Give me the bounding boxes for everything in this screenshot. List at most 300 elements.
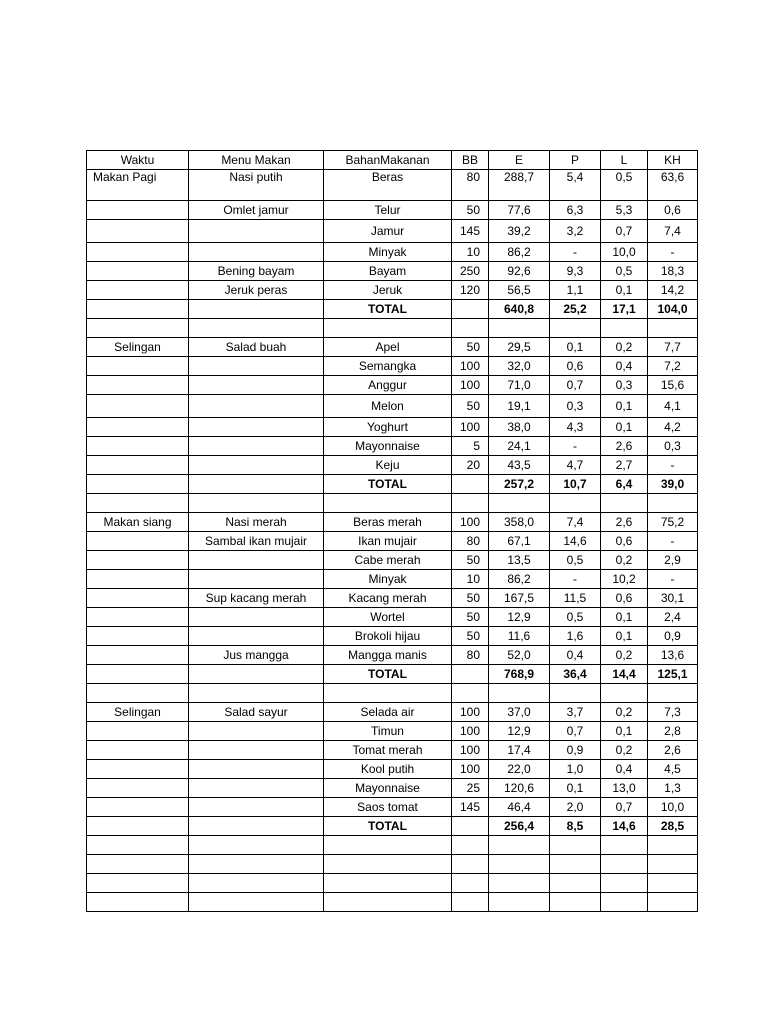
table-cell: 2,4 xyxy=(648,608,698,627)
table-cell: 1,3 xyxy=(648,779,698,798)
table-cell: 0,4 xyxy=(601,357,648,376)
table-row xyxy=(87,684,698,703)
header-bb: BB xyxy=(452,151,489,170)
table-cell xyxy=(87,551,189,570)
table-row xyxy=(87,703,698,722)
table-cell xyxy=(452,836,489,855)
table-cell: Ikan mujair xyxy=(324,532,452,551)
table-cell: Omlet jamur xyxy=(189,201,324,220)
table-cell xyxy=(87,357,189,376)
table-cell: 0,3 xyxy=(550,395,601,418)
table-row xyxy=(87,893,698,912)
table-row xyxy=(87,551,698,570)
table-cell: 17,4 xyxy=(489,741,550,760)
table-cell: Bening bayam xyxy=(189,262,324,281)
table-cell xyxy=(87,779,189,798)
table-cell xyxy=(648,319,698,338)
table-cell: 0,9 xyxy=(550,741,601,760)
table-cell: 10 xyxy=(452,570,489,589)
table-row xyxy=(87,319,698,338)
table-cell: 28,5 xyxy=(648,817,698,836)
table-row xyxy=(87,722,698,741)
table-cell xyxy=(87,300,189,319)
table-cell: 0,7 xyxy=(601,220,648,243)
table-row xyxy=(87,646,698,665)
table-cell: 7,7 xyxy=(648,338,698,357)
table-row xyxy=(87,513,698,532)
table-cell: Bayam xyxy=(324,262,452,281)
table-cell: 0,2 xyxy=(601,703,648,722)
table-cell: 38,0 xyxy=(489,418,550,437)
table-row xyxy=(87,570,698,589)
table-body xyxy=(87,170,698,912)
table-cell: 10,7 xyxy=(550,475,601,494)
table-cell: 14,2 xyxy=(648,281,698,300)
table-cell xyxy=(324,684,452,703)
table-cell: 52,0 xyxy=(489,646,550,665)
table-cell: 13,0 xyxy=(601,779,648,798)
table-cell xyxy=(452,893,489,912)
table-row xyxy=(87,456,698,475)
menu-nutrition-table xyxy=(86,150,698,912)
table-cell: 6,4 xyxy=(601,475,648,494)
table-cell: 4,3 xyxy=(550,418,601,437)
table-cell: Jus mangga xyxy=(189,646,324,665)
table-cell xyxy=(324,494,452,513)
table-cell: Kool putih xyxy=(324,760,452,779)
table-cell: 18,3 xyxy=(648,262,698,281)
table-row xyxy=(87,760,698,779)
table-cell: 4,1 xyxy=(648,395,698,418)
table-cell xyxy=(189,722,324,741)
table-cell xyxy=(87,798,189,817)
table-cell: 75,2 xyxy=(648,513,698,532)
table-cell: 10,0 xyxy=(601,243,648,262)
table-cell xyxy=(601,319,648,338)
table-cell: Mayonnaise xyxy=(324,779,452,798)
table-cell xyxy=(87,874,189,893)
table-cell: 0,6 xyxy=(550,357,601,376)
table-cell xyxy=(550,494,601,513)
header-bahan-makanan: BahanMakanan xyxy=(324,151,452,170)
table-row xyxy=(87,357,698,376)
table-cell: 17,1 xyxy=(601,300,648,319)
table-cell xyxy=(189,437,324,456)
table-cell: 640,8 xyxy=(489,300,550,319)
table-cell: Salad sayur xyxy=(189,703,324,722)
table-cell: 22,0 xyxy=(489,760,550,779)
table-cell xyxy=(648,893,698,912)
table-cell xyxy=(189,665,324,684)
table-cell xyxy=(601,855,648,874)
table-cell: 46,4 xyxy=(489,798,550,817)
table-row xyxy=(87,376,698,395)
table-cell: 50 xyxy=(452,627,489,646)
table-cell: Saos tomat xyxy=(324,798,452,817)
table-cell xyxy=(87,627,189,646)
table-cell: 2,6 xyxy=(648,741,698,760)
table-cell xyxy=(87,855,189,874)
table-cell: Mayonnaise xyxy=(324,437,452,456)
table-cell: 0,2 xyxy=(601,741,648,760)
table-cell: 2,6 xyxy=(601,513,648,532)
table-cell: 6,3 xyxy=(550,201,601,220)
table-cell: Tomat merah xyxy=(324,741,452,760)
table-cell xyxy=(489,836,550,855)
header-waktu: Waktu xyxy=(87,151,189,170)
table-row xyxy=(87,262,698,281)
table-cell xyxy=(87,836,189,855)
header-l: L xyxy=(601,151,648,170)
table-cell xyxy=(87,220,189,243)
table-cell xyxy=(489,319,550,338)
table-cell xyxy=(87,646,189,665)
table-cell xyxy=(87,243,189,262)
table-cell: Jeruk xyxy=(324,281,452,300)
table-cell: 0,9 xyxy=(648,627,698,646)
table-cell: Minyak xyxy=(324,243,452,262)
table-cell: 145 xyxy=(452,220,489,243)
table-row xyxy=(87,220,698,243)
table-cell: 5,3 xyxy=(601,201,648,220)
table-cell: 100 xyxy=(452,418,489,437)
table-cell xyxy=(452,300,489,319)
table-cell: 7,4 xyxy=(648,220,698,243)
table-cell: 50 xyxy=(452,201,489,220)
table-cell: Wortel xyxy=(324,608,452,627)
table-cell: Nasi merah xyxy=(189,513,324,532)
table-cell xyxy=(87,319,189,338)
table-cell: 257,2 xyxy=(489,475,550,494)
table-cell xyxy=(189,627,324,646)
table-cell: Salad buah xyxy=(189,338,324,357)
table-cell xyxy=(189,395,324,418)
table-cell: - xyxy=(550,437,601,456)
table-cell xyxy=(189,608,324,627)
table-cell: 2,6 xyxy=(601,437,648,456)
table-cell xyxy=(189,551,324,570)
table-cell xyxy=(87,281,189,300)
table-cell: Selingan xyxy=(87,338,189,357)
table-cell: 0,3 xyxy=(648,437,698,456)
table-cell: 0,6 xyxy=(601,589,648,608)
table-cell: 67,1 xyxy=(489,532,550,551)
table-cell xyxy=(87,570,189,589)
table-cell: 5 xyxy=(452,437,489,456)
table-cell: Cabe merah xyxy=(324,551,452,570)
table-cell xyxy=(87,589,189,608)
table-cell: 0,1 xyxy=(601,608,648,627)
table-cell: 1,0 xyxy=(550,760,601,779)
table-row xyxy=(87,437,698,456)
table-cell xyxy=(550,684,601,703)
table-cell xyxy=(452,319,489,338)
table-row xyxy=(87,836,698,855)
table-cell xyxy=(87,741,189,760)
table-cell: TOTAL xyxy=(324,300,452,319)
table-cell: 50 xyxy=(452,338,489,357)
table-header-row xyxy=(87,151,698,170)
table-cell xyxy=(87,456,189,475)
table-cell: 13,5 xyxy=(489,551,550,570)
table-cell: 0,7 xyxy=(601,798,648,817)
table-cell xyxy=(550,319,601,338)
table-cell: Kacang merah xyxy=(324,589,452,608)
header-e: E xyxy=(489,151,550,170)
table-cell: Beras merah xyxy=(324,513,452,532)
table-cell xyxy=(601,836,648,855)
table-cell: 120 xyxy=(452,281,489,300)
table-cell: 104,0 xyxy=(648,300,698,319)
table-cell: 29,5 xyxy=(489,338,550,357)
table-cell xyxy=(189,684,324,703)
table-row xyxy=(87,170,698,201)
table-cell: - xyxy=(648,532,698,551)
table-cell: 80 xyxy=(452,170,489,201)
table-cell: 11,5 xyxy=(550,589,601,608)
table-cell xyxy=(452,817,489,836)
table-row xyxy=(87,532,698,551)
table-cell: Minyak xyxy=(324,570,452,589)
table-cell: Beras xyxy=(324,170,452,201)
table-cell: 0,5 xyxy=(550,608,601,627)
table-cell xyxy=(189,893,324,912)
table-cell xyxy=(648,874,698,893)
table-cell: 19,1 xyxy=(489,395,550,418)
table-cell: Sup kacang merah xyxy=(189,589,324,608)
table-cell: 0,7 xyxy=(550,722,601,741)
table-cell: 1,1 xyxy=(550,281,601,300)
table-cell xyxy=(489,855,550,874)
table-cell: Apel xyxy=(324,338,452,357)
table-cell: 92,6 xyxy=(489,262,550,281)
table-cell: 2,9 xyxy=(648,551,698,570)
table-cell xyxy=(550,893,601,912)
table-cell xyxy=(601,874,648,893)
table-cell: 100 xyxy=(452,376,489,395)
table-cell: Brokoli hijau xyxy=(324,627,452,646)
table-cell: Sambal ikan mujair xyxy=(189,532,324,551)
table-cell xyxy=(324,874,452,893)
table-cell: 0,6 xyxy=(648,201,698,220)
table-cell: 2,7 xyxy=(601,456,648,475)
table-cell: 50 xyxy=(452,608,489,627)
table-cell: 20 xyxy=(452,456,489,475)
table-cell xyxy=(452,665,489,684)
table-cell: 10,0 xyxy=(648,798,698,817)
table-cell: 39,2 xyxy=(489,220,550,243)
table-cell: 11,6 xyxy=(489,627,550,646)
table-cell: 0,4 xyxy=(550,646,601,665)
table-cell: 0,1 xyxy=(550,779,601,798)
table-cell xyxy=(189,760,324,779)
table-cell: 0,1 xyxy=(550,338,601,357)
table-cell: Telur xyxy=(324,201,452,220)
table-cell xyxy=(87,395,189,418)
table-cell: 71,0 xyxy=(489,376,550,395)
table-cell: 43,5 xyxy=(489,456,550,475)
table-row xyxy=(87,741,698,760)
table-cell: 0,4 xyxy=(601,760,648,779)
table-cell xyxy=(87,437,189,456)
table-cell: 0,5 xyxy=(601,170,648,201)
table-cell: 256,4 xyxy=(489,817,550,836)
table-cell: Timun xyxy=(324,722,452,741)
table-cell xyxy=(87,684,189,703)
table-row xyxy=(87,494,698,513)
table-cell: 120,6 xyxy=(489,779,550,798)
table-cell: 0,6 xyxy=(601,532,648,551)
table-cell xyxy=(87,893,189,912)
table-cell: Semangka xyxy=(324,357,452,376)
table-cell: - xyxy=(648,243,698,262)
table-cell xyxy=(189,494,324,513)
table-cell: 12,9 xyxy=(489,608,550,627)
table-total-row xyxy=(87,665,698,684)
table-cell: 13,6 xyxy=(648,646,698,665)
table-cell: Selingan xyxy=(87,703,189,722)
table-cell: Jeruk peras xyxy=(189,281,324,300)
table-cell: 0,1 xyxy=(601,281,648,300)
table-cell: 2,8 xyxy=(648,722,698,741)
table-cell: 5,4 xyxy=(550,170,601,201)
table-cell xyxy=(189,243,324,262)
table-cell xyxy=(189,817,324,836)
table-cell: 0,2 xyxy=(601,338,648,357)
table-cell xyxy=(550,874,601,893)
table-cell: 77,6 xyxy=(489,201,550,220)
table-cell: 10,2 xyxy=(601,570,648,589)
table-cell: 358,0 xyxy=(489,513,550,532)
table-cell xyxy=(189,836,324,855)
table-row xyxy=(87,874,698,893)
table-cell: 50 xyxy=(452,551,489,570)
table-cell: 9,3 xyxy=(550,262,601,281)
table-cell xyxy=(87,262,189,281)
table-cell: 25 xyxy=(452,779,489,798)
table-cell xyxy=(648,684,698,703)
table-row xyxy=(87,418,698,437)
header-p: P xyxy=(550,151,601,170)
table-cell xyxy=(550,836,601,855)
table-cell xyxy=(189,570,324,589)
table-cell xyxy=(87,532,189,551)
table-cell: Nasi putih xyxy=(189,170,324,201)
table-cell: 80 xyxy=(452,532,489,551)
table-cell xyxy=(189,779,324,798)
table-cell: 25,2 xyxy=(550,300,601,319)
table-cell: 80 xyxy=(452,646,489,665)
table-cell: 0,1 xyxy=(601,722,648,741)
table-cell: Makan siang xyxy=(87,513,189,532)
table-cell: 39,0 xyxy=(648,475,698,494)
table-cell: 0,1 xyxy=(601,627,648,646)
table-cell xyxy=(87,817,189,836)
table-cell: Melon xyxy=(324,395,452,418)
table-cell xyxy=(324,893,452,912)
table-cell xyxy=(648,494,698,513)
table-cell xyxy=(189,300,324,319)
table-cell xyxy=(87,475,189,494)
table-cell: 4,7 xyxy=(550,456,601,475)
table-cell: 167,5 xyxy=(489,589,550,608)
table-cell xyxy=(489,684,550,703)
table-row xyxy=(87,395,698,418)
table-cell: Mangga manis xyxy=(324,646,452,665)
table-cell: 32,0 xyxy=(489,357,550,376)
table-cell xyxy=(87,201,189,220)
table-cell: 4,5 xyxy=(648,760,698,779)
table-cell xyxy=(324,855,452,874)
table-cell: 24,1 xyxy=(489,437,550,456)
table-cell xyxy=(87,760,189,779)
table-cell: 3,7 xyxy=(550,703,601,722)
table-cell: 1,6 xyxy=(550,627,601,646)
table-cell: 0,2 xyxy=(601,551,648,570)
table-cell xyxy=(189,220,324,243)
table-cell xyxy=(189,456,324,475)
table-cell: - xyxy=(550,243,601,262)
table-cell: 12,9 xyxy=(489,722,550,741)
table-cell xyxy=(87,608,189,627)
table-cell: 0,2 xyxy=(601,646,648,665)
table-cell: 8,5 xyxy=(550,817,601,836)
table-cell: 100 xyxy=(452,722,489,741)
table-cell: 7,4 xyxy=(550,513,601,532)
table-cell: 100 xyxy=(452,357,489,376)
table-cell xyxy=(189,741,324,760)
table-cell: 14,4 xyxy=(601,665,648,684)
table-cell: 0,3 xyxy=(601,376,648,395)
table-cell: 7,3 xyxy=(648,703,698,722)
table-cell: TOTAL xyxy=(324,817,452,836)
table-row xyxy=(87,798,698,817)
table-row xyxy=(87,589,698,608)
table-cell: 768,9 xyxy=(489,665,550,684)
table-cell: 56,5 xyxy=(489,281,550,300)
table-cell xyxy=(489,893,550,912)
table-total-row xyxy=(87,300,698,319)
table-cell xyxy=(87,494,189,513)
table-cell: 63,6 xyxy=(648,170,698,201)
table-cell: TOTAL xyxy=(324,475,452,494)
table-row xyxy=(87,855,698,874)
table-cell xyxy=(87,665,189,684)
table-cell: 10 xyxy=(452,243,489,262)
table-cell: Keju xyxy=(324,456,452,475)
table-cell: 250 xyxy=(452,262,489,281)
table-cell: 100 xyxy=(452,741,489,760)
table-cell: 7,2 xyxy=(648,357,698,376)
table-cell: 145 xyxy=(452,798,489,817)
table-row xyxy=(87,338,698,357)
table-cell xyxy=(189,418,324,437)
table-cell xyxy=(87,418,189,437)
table-cell: 36,4 xyxy=(550,665,601,684)
table-cell xyxy=(648,855,698,874)
table-cell xyxy=(452,684,489,703)
table-cell: 3,2 xyxy=(550,220,601,243)
table-cell: TOTAL xyxy=(324,665,452,684)
table-cell: 0,1 xyxy=(601,418,648,437)
table-row xyxy=(87,608,698,627)
table-cell xyxy=(452,494,489,513)
table-cell: 100 xyxy=(452,760,489,779)
table-cell: 125,1 xyxy=(648,665,698,684)
table-cell: Jamur xyxy=(324,220,452,243)
table-cell: 288,7 xyxy=(489,170,550,201)
table-cell xyxy=(601,684,648,703)
